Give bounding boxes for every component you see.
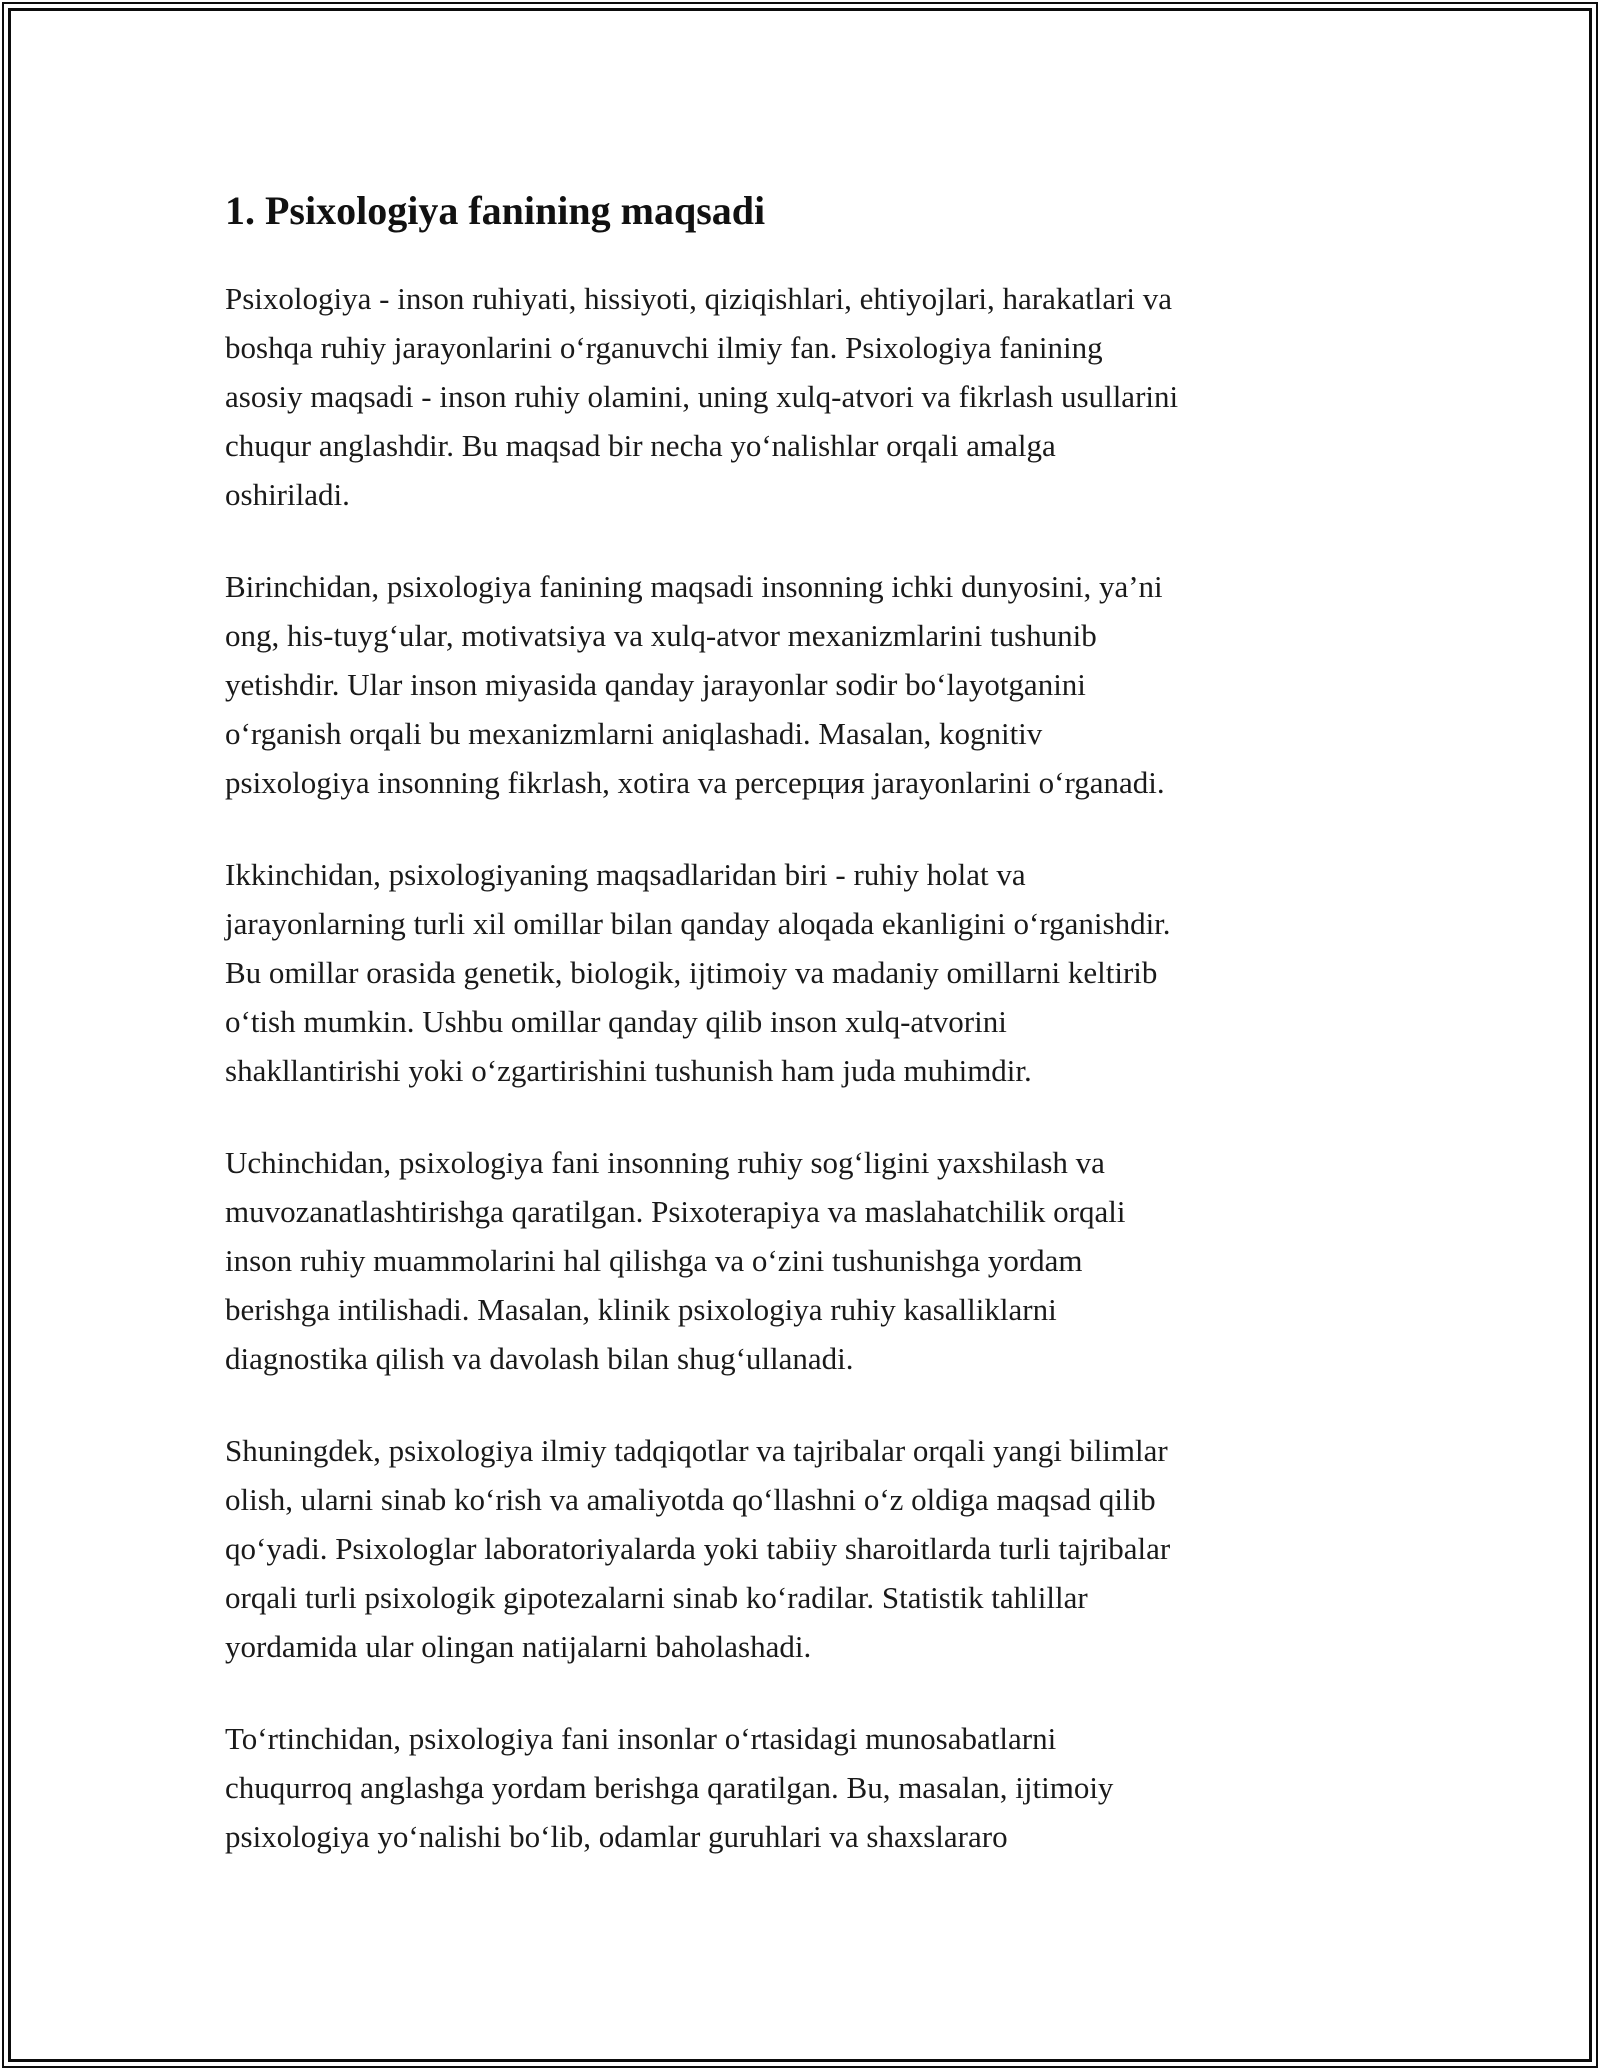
text-line: asosiy maqsadi - inson ruhiy olamini, uning xulq-atvori va fikrlash usullarini	[225, 379, 1179, 414]
text-line: psixologiya insonning fikrlash, xotira va percepция jarayonlarini o‘rganadi.	[225, 765, 1165, 800]
text-line: shakllantirishi yoki o‘zgartirishini tushunish ham juda muhimdir.	[225, 1053, 1032, 1088]
text-line: Ikkinchidan, psixologiyaning maqsadlaridan biri - ruhiy holat va	[225, 857, 1026, 892]
text-line: Psixologiya - inson ruhiyati, hissiyoti, qiziqishlari, ehtiyojlari, harakatlari va	[225, 281, 1173, 316]
paragraph	[225, 1714, 1405, 1861]
text-line: berishga intilishadi. Masalan, klinik psixologiya ruhiy kasalliklarni	[225, 1292, 1057, 1327]
text-line: diagnostika qilish va davolash bilan shug‘ullanadi.	[225, 1341, 854, 1376]
paragraph	[225, 562, 1405, 807]
text-line: ong, his-tuyg‘ular, motivatsiya va xulq-atvor mexanizmlarini tushunib	[225, 618, 1097, 653]
text-line: psixologiya yo‘nalishi bo‘lib, odamlar guruhlari va shaxslararo	[225, 1819, 1008, 1854]
document-body	[225, 274, 1405, 1861]
text-line: chuqur anglashdir. Bu maqsad bir necha yo‘nalishlar orqali amalga	[225, 428, 1056, 463]
document-content	[225, 186, 1405, 1861]
text-line: yordamida ular olingan natijalarni baholashadi.	[225, 1629, 812, 1664]
text-line: Bu omillar orasida genetik, biologik, ijtimoiy va madaniy omillarni keltirib	[225, 955, 1158, 990]
text-line: boshqa ruhiy jarayonlarini o‘rganuvchi ilmiy fan. Psixologiya fanining	[225, 330, 1103, 365]
text-line: Shuningdek, psixologiya ilmiy tadqiqotlar va tajribalar orqali yangi bilimlar	[225, 1433, 1168, 1468]
text-line: oshiriladi.	[225, 477, 350, 512]
text-line: Uchinchidan, psixologiya fani insonning ruhiy sog‘ligini yaxshilash va	[225, 1145, 1105, 1180]
document-heading: 1. Psixologiya fanining maqsadi	[225, 188, 766, 233]
text-line: muvozanatlashtirishga qaratilgan. Psixoterapiya va maslahatchilik orqali	[225, 1194, 1126, 1229]
text-line: o‘tish mumkin. Ushbu omillar qanday qilib inson xulq-atvorini	[225, 1004, 1007, 1039]
text-line: To‘rtinchidan, psixologiya fani insonlar o‘rtasidagi munosabatlarni	[225, 1721, 1057, 1756]
text-line: Birinchidan, psixologiya fanining maqsadi insonning ichki dunyosini, ya’ni	[225, 569, 1163, 604]
text-line: inson ruhiy muammolarini hal qilishga va o‘zini tushunishga yordam	[225, 1243, 1083, 1278]
text-line: olish, ularni sinab ko‘rish va amaliyotda qo‘llashni o‘z oldiga maqsad qilib	[225, 1482, 1156, 1517]
paragraph	[225, 1138, 1405, 1383]
text-line: o‘rganish orqali bu mexanizmlarni aniqlashadi. Masalan, kognitiv	[225, 716, 1043, 751]
text-line: chuqurroq anglashga yordam berishga qaratilgan. Bu, masalan, ijtimoiy	[225, 1770, 1114, 1805]
text-line: jarayonlarning turli xil omillar bilan qanday aloqada ekanligini o‘rganishdir.	[225, 906, 1171, 941]
paragraph	[225, 1426, 1405, 1671]
text-line: yetishdir. Ular inson miyasida qanday jarayonlar sodir bo‘layotganini	[225, 667, 1086, 702]
paragraph	[225, 850, 1405, 1095]
paragraph	[225, 274, 1405, 519]
text-line: qo‘yadi. Psixologlar laboratoriyalarda yoki tabiiy sharoitlarda turli tajribalar	[225, 1531, 1171, 1566]
text-line: orqali turli psixologik gipotezalarni sinab ko‘radilar. Statistik tahlillar	[225, 1580, 1088, 1615]
